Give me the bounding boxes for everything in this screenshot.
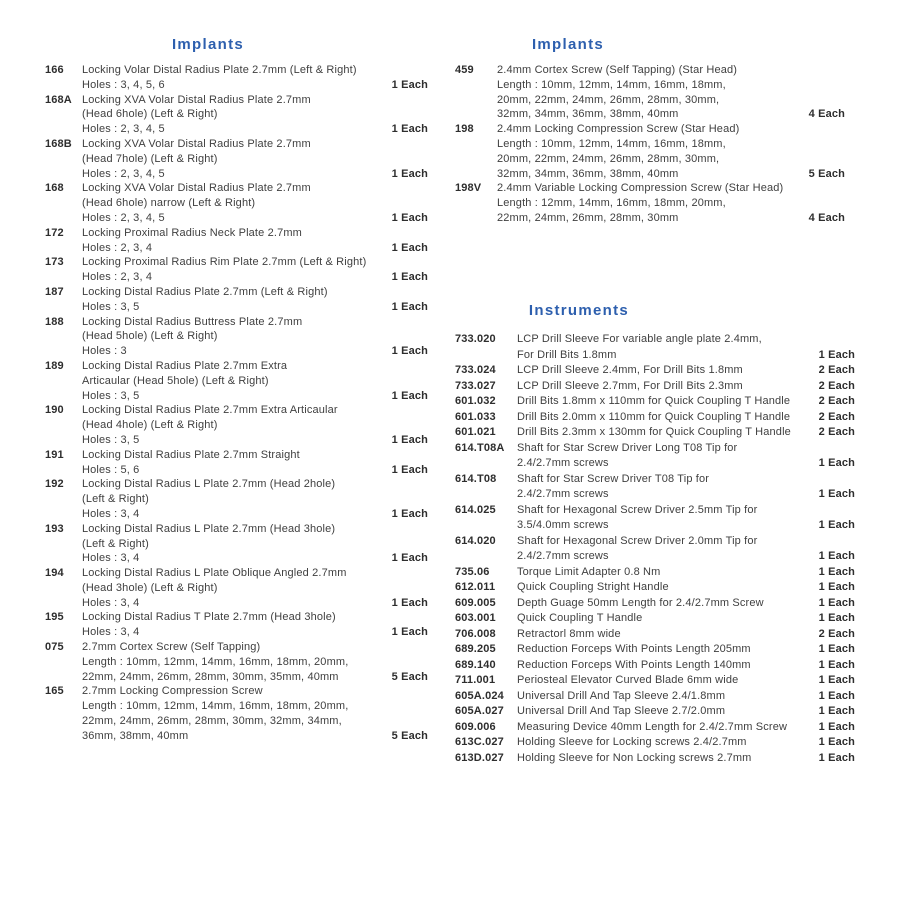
item-description-line: Locking Distal Radius L Plate Oblique Angled 2.7mm — [82, 567, 347, 580]
catalog-item — [45, 477, 428, 521]
section-heading: Implants — [171, 36, 245, 53]
item-description-line: 32mm, 34mm, 36mm, 38mm, 40mm — [497, 108, 679, 121]
item-list — [45, 63, 428, 744]
item-description — [517, 379, 807, 395]
item-code: 689.205 — [455, 643, 496, 655]
item-quantity: 1 Each — [818, 658, 855, 671]
item-code: 195 — [45, 611, 64, 624]
item-description — [82, 315, 380, 359]
item-description — [517, 580, 807, 596]
item-quantity: 1 Each — [818, 488, 855, 500]
item-quantity: 1 Each — [818, 705, 855, 717]
item-quantity: 2 Each — [818, 627, 855, 640]
item-code: 191 — [45, 448, 64, 461]
catalog-item — [455, 565, 855, 581]
item-code: 706.008 — [455, 627, 496, 640]
item-description-line: Length : 10mm, 12mm, 14mm, 16mm, 18mm, — [497, 137, 726, 150]
item-quantity: 1 Each — [391, 345, 428, 358]
item-quantity: 1 Each — [818, 581, 855, 593]
item-quantity: 1 Each — [818, 457, 855, 469]
catalog-item — [455, 751, 855, 767]
item-quantity: 1 Each — [818, 550, 855, 562]
item-description-line: Locking XVA Volar Distal Radius Plate 2.7mm — [82, 182, 311, 195]
item-description — [517, 503, 807, 534]
item-description — [82, 684, 380, 743]
catalog-item — [455, 596, 855, 612]
item-description-line: Locking Distal Radius Buttress Plate 2.7mm — [82, 315, 303, 328]
item-quantity: 1 Each — [391, 123, 428, 136]
item-code: 613C.027 — [455, 736, 504, 748]
item-description-line: LCP Drill Sleeve 2.4mm, For Drill Bits 1.8mm — [517, 364, 743, 376]
item-description-line: Holes : 3, 4 — [82, 596, 140, 609]
item-quantity: 1 Each — [391, 241, 428, 254]
catalog-item — [455, 181, 845, 225]
item-description — [82, 226, 380, 256]
item-description-line: Length : 12mm, 14mm, 16mm, 18mm, 20mm, — [497, 197, 726, 210]
catalog-item — [45, 684, 428, 743]
catalog-item — [45, 255, 428, 285]
item-code: 733.027 — [455, 379, 496, 392]
item-description-line: Holes : 2, 3, 4, 5 — [82, 167, 165, 180]
item-quantity: 1 Each — [818, 689, 855, 702]
catalog-item — [45, 640, 428, 684]
item-code: 601.033 — [455, 410, 496, 423]
item-description-line: (Head 6hole) (Left & Right) — [82, 108, 218, 121]
item-description-line: Locking Distal Radius Plate 2.7mm Straight — [82, 448, 300, 461]
item-description-line: 36mm, 38mm, 40mm — [82, 729, 189, 742]
item-description — [517, 751, 807, 767]
item-code: 603.001 — [455, 612, 496, 624]
item-code: 733.020 — [455, 333, 496, 345]
item-description — [517, 627, 807, 643]
catalog-item — [455, 410, 855, 426]
section-heading: Implants — [531, 36, 605, 53]
item-code: 609.006 — [455, 720, 496, 733]
item-description-line: 22mm, 24mm, 26mm, 28mm, 30mm, 35mm, 40mm — [82, 670, 339, 683]
item-description-line: LCP Drill Sleeve For variable angle plate 2.4mm, — [517, 333, 762, 345]
item-description-line: 22mm, 24mm, 26mm, 28mm, 30mm, 32mm, 34mm, — [82, 715, 342, 728]
catalog-item — [455, 63, 845, 122]
catalog-item — [45, 181, 428, 225]
item-description-line: (Head 4hole) (Left & Right) — [82, 419, 218, 432]
item-code: 172 — [45, 226, 64, 239]
item-code: 612.011 — [455, 581, 496, 593]
item-description — [517, 658, 807, 674]
item-code: 189 — [45, 359, 64, 372]
item-description-line: Locking Distal Radius L Plate 2.7mm (Head 2hole) — [82, 478, 336, 491]
item-quantity: 1 Each — [818, 643, 855, 655]
item-code: 689.140 — [455, 658, 496, 671]
item-description — [517, 472, 807, 503]
item-quantity: 1 Each — [818, 348, 855, 361]
item-quantity: 1 Each — [818, 565, 855, 578]
item-code: 187 — [45, 285, 64, 298]
item-description-line: Shaft for Hexagonal Screw Driver 2.0mm Tip for — [517, 534, 758, 547]
catalog-item — [455, 363, 855, 379]
item-code: 198V — [455, 182, 482, 195]
item-quantity: 2 Each — [818, 426, 855, 438]
item-description — [82, 93, 380, 137]
item-code: 605A.024 — [455, 689, 504, 702]
item-quantity: 1 Each — [391, 211, 428, 224]
item-code: 173 — [45, 256, 64, 269]
catalog-item — [455, 503, 855, 534]
item-description — [517, 565, 807, 581]
catalog-item — [455, 673, 855, 689]
item-quantity: 2 Each — [818, 410, 855, 423]
item-description-line: (Left & Right) — [82, 537, 149, 550]
catalog-item — [45, 403, 428, 447]
item-quantity: 1 Each — [391, 389, 428, 402]
item-quantity: 1 Each — [391, 78, 428, 91]
item-code: 601.021 — [455, 426, 496, 438]
catalog-item — [45, 137, 428, 181]
item-description-line: Retractorl 8mm wide — [517, 627, 621, 640]
item-description-line: Universal Drill And Tap Sleeve 2.4/1.8mm — [517, 689, 726, 702]
item-description — [517, 735, 807, 751]
item-description-line: Drill Bits 2.3mm x 130mm for Quick Coupling T Handle — [517, 426, 791, 438]
catalog-item — [45, 522, 428, 566]
item-code: 614.020 — [455, 534, 496, 547]
item-description — [517, 332, 807, 363]
item-description — [517, 410, 807, 426]
item-description-line: Locking Distal Radius Plate 2.7mm Extra Articaular — [82, 404, 338, 417]
catalog-item — [455, 611, 855, 627]
item-description-line: Holes : 5, 6 — [82, 463, 140, 476]
item-description-line: Holes : 3, 4 — [82, 507, 140, 520]
catalog-item — [45, 359, 428, 403]
section-implants-left — [45, 36, 428, 744]
item-description-line: 2.4mm Locking Compression Screw (Star Head) — [497, 123, 740, 136]
catalog-item — [455, 332, 855, 363]
catalog-item — [455, 425, 855, 441]
item-list — [455, 332, 855, 766]
item-description — [497, 181, 797, 225]
item-description-line: 2.4mm Variable Locking Compression Screw (Star Head) — [497, 182, 784, 195]
item-description — [82, 359, 380, 403]
catalog-item — [455, 720, 855, 736]
item-quantity: 2 Each — [818, 379, 855, 392]
item-description-line: Holes : 3, 4 — [82, 552, 140, 565]
item-description-line: LCP Drill Sleeve 2.7mm, For Drill Bits 2.3mm — [517, 379, 743, 392]
item-code: 459 — [455, 64, 474, 76]
item-description-line: (Head 3hole) (Left & Right) — [82, 581, 218, 594]
section-instruments — [455, 302, 855, 766]
item-code: 188 — [45, 315, 64, 328]
item-description-line: 2.4/2.7mm screws — [517, 550, 609, 562]
item-description-line: Articaular (Head 5hole) (Left & Right) — [82, 374, 269, 387]
item-description-line: Reduction Forceps With Points Length 140mm — [517, 658, 751, 671]
catalog-item — [455, 658, 855, 674]
item-code: 168A — [45, 93, 72, 106]
item-quantity: 1 Each — [391, 463, 428, 476]
item-description-line: Length : 10mm, 12mm, 14mm, 16mm, 18mm, 20mm, — [82, 700, 349, 713]
item-description-line: For Drill Bits 1.8mm — [517, 348, 617, 361]
item-description-line: Locking XVA Volar Distal Radius Plate 2.7mm — [82, 93, 311, 106]
item-quantity: 1 Each — [818, 596, 855, 609]
item-description-line: 32mm, 34mm, 36mm, 38mm, 40mm — [497, 167, 679, 180]
item-description — [82, 566, 380, 610]
item-code: 613D.027 — [455, 751, 504, 764]
item-description-line: (Left & Right) — [82, 493, 149, 506]
item-description-line: 2.7mm Locking Compression Screw — [82, 685, 263, 698]
item-description-line: (Head 7hole) (Left & Right) — [82, 152, 218, 165]
catalog-item — [455, 472, 855, 503]
catalog-item — [455, 580, 855, 596]
catalog-item — [45, 285, 428, 315]
item-quantity: 1 Each — [391, 626, 428, 639]
item-quantity: 4 Each — [808, 108, 845, 121]
item-description-line: Locking Distal Radius Plate 2.7mm Extra — [82, 359, 288, 372]
item-description-line: 20mm, 22mm, 24mm, 26mm, 28mm, 30mm, — [497, 152, 720, 165]
item-quantity: 2 Each — [818, 395, 855, 407]
item-description-line: (Head 6hole) narrow (Left & Right) — [82, 197, 256, 210]
catalog-item — [45, 226, 428, 256]
item-quantity: 1 Each — [818, 612, 855, 624]
item-description-line: Locking Proximal Radius Rim Plate 2.7mm (Left & Right) — [82, 256, 367, 269]
item-quantity: 1 Each — [818, 720, 855, 733]
item-list — [455, 63, 845, 226]
item-description-line: Drill Bits 2.0mm x 110mm for Quick Coupling T Handle — [517, 410, 791, 423]
item-code: 614.T08 — [455, 472, 497, 485]
item-quantity: 5 Each — [808, 167, 845, 180]
item-description — [82, 403, 380, 447]
item-code: 735.06 — [455, 565, 490, 578]
item-description-line: Holes : 2, 3, 4, 5 — [82, 123, 165, 136]
catalog-item — [455, 704, 855, 720]
item-quantity: 4 Each — [808, 211, 845, 224]
item-description-line: Locking Volar Distal Radius Plate 2.7mm (Left & Right) — [82, 64, 357, 76]
item-description-line: Holes : 2, 3, 4 — [82, 241, 153, 254]
item-description — [82, 137, 380, 181]
item-description-line: Holes : 2, 3, 4 — [82, 271, 153, 284]
item-code: 614.T08A — [455, 441, 505, 454]
catalog-item — [455, 122, 845, 181]
catalog-item — [455, 534, 855, 565]
catalog-item — [45, 448, 428, 478]
item-description-line: Drill Bits 1.8mm x 110mm for Quick Coupling T Handle — [517, 395, 791, 407]
item-code: 165 — [45, 685, 64, 698]
item-description-line: 22mm, 24mm, 26mm, 28mm, 30mm — [497, 211, 679, 224]
item-description — [497, 122, 797, 181]
item-quantity: 1 Each — [391, 507, 428, 520]
catalog-item — [45, 610, 428, 640]
item-description-line: Holes : 3, 5 — [82, 389, 140, 402]
catalog-item — [45, 566, 428, 610]
item-code: 075 — [45, 641, 64, 654]
item-description — [517, 363, 807, 379]
item-description-line: 2.4/2.7mm screws — [517, 488, 609, 500]
item-code: 733.024 — [455, 364, 496, 376]
item-description-line: Holes : 3, 4, 5, 6 — [82, 78, 165, 91]
item-description-line: Depth Guage 50mm Length for 2.4/2.7mm Screw — [517, 596, 764, 609]
item-description-line: Locking Distal Radius L Plate 2.7mm (Head 3hole) — [82, 522, 336, 535]
item-description-line: Locking Distal Radius T Plate 2.7mm (Head 3hole) — [82, 611, 336, 624]
item-quantity: 1 Each — [818, 519, 855, 531]
item-description-line: 3.5/4.0mm screws — [517, 519, 609, 531]
item-code: 609.005 — [455, 596, 496, 609]
catalog-item — [455, 379, 855, 395]
item-description-line: Locking Distal Radius Plate 2.7mm (Left & Right) — [82, 285, 328, 298]
item-description — [517, 689, 807, 705]
item-description-line: 2.4/2.7mm screws — [517, 457, 609, 469]
item-description-line: Holes : 3 — [82, 345, 127, 358]
section-implants-right — [455, 36, 845, 226]
item-description — [517, 534, 807, 565]
item-description-line: Universal Drill And Tap Sleeve 2.7/2.0mm — [517, 705, 726, 717]
item-code: 601.032 — [455, 395, 496, 407]
catalog-item — [45, 63, 428, 93]
item-quantity: 1 Each — [391, 596, 428, 609]
item-quantity: 2 Each — [818, 364, 855, 376]
item-code: 190 — [45, 404, 64, 417]
item-description — [82, 477, 380, 521]
item-description-line: Holes : 3, 5 — [82, 433, 140, 446]
item-quantity: 1 Each — [391, 271, 428, 284]
item-description — [497, 63, 797, 122]
item-description — [517, 441, 807, 472]
item-description — [517, 596, 807, 612]
item-code: 605A.027 — [455, 705, 504, 717]
item-description-line: Locking XVA Volar Distal Radius Plate 2.7mm — [82, 137, 311, 150]
item-description-line: Shaft for Star Screw Driver Long T08 Tip for — [517, 441, 738, 454]
item-description — [82, 181, 380, 225]
item-description — [82, 285, 380, 315]
item-description-line: Locking Proximal Radius Neck Plate 2.7mm — [82, 226, 302, 239]
item-code: 711.001 — [455, 674, 496, 686]
item-description-line: 2.7mm Cortex Screw (Self Tapping) — [82, 641, 261, 654]
item-quantity: 1 Each — [818, 736, 855, 748]
catalog-item — [455, 627, 855, 643]
item-code: 168 — [45, 182, 64, 195]
item-description — [517, 394, 807, 410]
item-description-line: Holding Sleeve for Locking screws 2.4/2.7mm — [517, 736, 747, 748]
item-description-line: Quick Coupling Stright Handle — [517, 581, 669, 593]
item-description-line: Holes : 2, 3, 4, 5 — [82, 211, 165, 224]
item-description-line: (Head 5hole) (Left & Right) — [82, 330, 218, 343]
item-description-line: Reduction Forceps With Points Length 205mm — [517, 643, 751, 655]
section-heading: Instruments — [528, 302, 630, 319]
item-description-line: Measuring Device 40mm Length for 2.4/2.7mm Screw — [517, 720, 788, 733]
item-code: 194 — [45, 567, 64, 580]
item-description — [82, 610, 380, 640]
item-description-line: Holding Sleeve for Non Locking screws 2.7mm — [517, 751, 752, 764]
item-description-line: Length : 10mm, 12mm, 14mm, 16mm, 18mm, — [497, 78, 726, 91]
item-description — [82, 640, 380, 684]
item-description — [82, 522, 380, 566]
item-description — [517, 704, 807, 720]
item-description — [82, 255, 380, 285]
catalog-item — [455, 642, 855, 658]
item-quantity: 1 Each — [818, 751, 855, 764]
item-code: 166 — [45, 64, 64, 76]
item-description — [517, 611, 807, 627]
item-code: 193 — [45, 522, 64, 535]
item-description-line: 2.4mm Cortex Screw (Self Tapping) (Star Head) — [497, 64, 738, 76]
item-description — [82, 448, 380, 478]
item-code: 168B — [45, 137, 72, 150]
item-description — [517, 642, 807, 658]
catalog-item — [455, 735, 855, 751]
catalog-item — [455, 689, 855, 705]
catalog-item — [455, 394, 855, 410]
item-description — [517, 720, 807, 736]
catalog-item — [455, 441, 855, 472]
item-description-line: Shaft for Star Screw Driver T08 Tip for — [517, 472, 710, 485]
item-quantity: 5 Each — [391, 670, 428, 683]
item-code: 614.025 — [455, 503, 496, 516]
item-quantity: 1 Each — [391, 167, 428, 180]
item-code: 192 — [45, 478, 64, 491]
item-description-line: Torque Limit Adapter 0.8 Nm — [517, 565, 661, 578]
item-code: 198 — [455, 123, 474, 136]
item-description-line: Holes : 3, 4 — [82, 626, 140, 639]
item-description-line: Periosteal Elevator Curved Blade 6mm wide — [517, 674, 739, 686]
item-description-line: Length : 10mm, 12mm, 14mm, 16mm, 18mm, 20mm, — [82, 655, 349, 668]
item-quantity: 1 Each — [818, 674, 855, 686]
item-quantity: 5 Each — [391, 729, 428, 742]
item-quantity: 1 Each — [391, 552, 428, 565]
item-description — [82, 63, 380, 93]
item-description-line: 20mm, 22mm, 24mm, 26mm, 28mm, 30mm, — [497, 93, 720, 106]
item-description-line: Holes : 3, 5 — [82, 300, 140, 313]
item-quantity: 1 Each — [391, 433, 428, 446]
catalog-item — [45, 315, 428, 359]
item-description-line: Shaft for Hexagonal Screw Driver 2.5mm Tip for — [517, 503, 758, 516]
item-description — [517, 425, 807, 441]
item-description-line: Quick Coupling T Handle — [517, 612, 643, 624]
item-description — [517, 673, 807, 689]
item-quantity: 1 Each — [391, 300, 428, 313]
catalog-item — [45, 93, 428, 137]
